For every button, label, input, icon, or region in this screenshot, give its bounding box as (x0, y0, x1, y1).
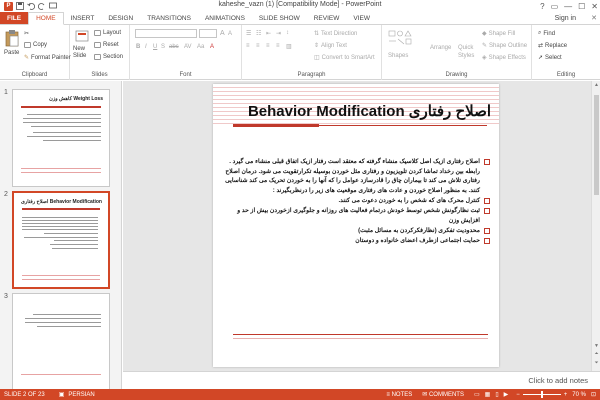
copy-button[interactable]: Copy (24, 42, 47, 48)
thumbnail-text-line (44, 233, 98, 234)
notes-button[interactable]: ≡ NOTES (386, 391, 413, 398)
drawing-label: Drawing (445, 72, 468, 78)
slide-thumbnail-1[interactable] (12, 89, 110, 187)
quick-styles-button[interactable]: Quick (458, 45, 474, 51)
notes-icon: ≡ (386, 391, 392, 398)
footer-rule-light (233, 338, 488, 339)
paragraph-label: Paragraph (297, 72, 326, 78)
tab-view[interactable]: VIEW (353, 14, 370, 22)
editing-group (532, 25, 600, 80)
scroll-down-icon[interactable]: ▼ (594, 343, 599, 349)
thumbnail-text-line (22, 226, 98, 227)
editor-scrollbar-thumb[interactable] (594, 95, 599, 195)
minimize-button[interactable]: — (564, 1, 573, 11)
slides-label: Slides (91, 72, 108, 78)
thumbnail-text-line (22, 229, 98, 230)
thumbnail-text-line (23, 122, 101, 123)
search-icon: ⌕ (538, 30, 542, 36)
thumbnail-title: اصلاح رفتاری Behavior Modification (20, 199, 102, 205)
font-label: Font (179, 72, 192, 78)
zoom-slider[interactable] (523, 394, 561, 395)
pen-icon: ✎ (482, 43, 488, 49)
justify-icon[interactable]: ≡ (276, 43, 280, 49)
thumbnail-footer-rule (21, 374, 101, 375)
align-left-icon[interactable]: ≡ (246, 43, 250, 49)
square-bullet-icon (484, 198, 490, 204)
change-case-icon[interactable]: Aa (197, 44, 205, 50)
help-button[interactable]: ? (540, 1, 545, 11)
thumbnail-text-line (27, 136, 101, 137)
bullet-item: ثبت نظارگونش شخص توسط خودش درتمام فعالیت های روزانه و جلوگیری ازخوردن بیش از حد و افزایش وزن (221, 206, 491, 225)
title-underline-thin (319, 125, 487, 126)
thumbnail-footer-rule (21, 172, 101, 173)
line-spacing-icon[interactable]: ↕ (286, 30, 289, 36)
next-slide-icon[interactable]: ⏷ (594, 360, 599, 366)
fill-bucket-icon: ◆ (482, 31, 487, 37)
thumbnail-number: 1 (4, 89, 8, 96)
thumbnail-text-line (22, 220, 98, 221)
align-text-button[interactable]: ⇕ Align Text (314, 42, 347, 49)
status-bar (0, 389, 600, 400)
paste-button[interactable]: Paste (4, 50, 20, 56)
drawing-group (382, 25, 532, 80)
bullet-item: حمایت اجتماعی ازطرف اعضای خانواده و دوستان (221, 236, 491, 246)
shapes-icon[interactable] (388, 29, 428, 51)
cursor-icon: ➚ (538, 55, 544, 61)
comments-button[interactable]: ✉ COMMENTS (422, 392, 464, 398)
notes-placeholder[interactable]: Click to add notes (528, 376, 588, 385)
slide-thumbnail-3[interactable] (12, 293, 110, 389)
new-slide-button[interactable]: New (73, 46, 86, 52)
format-painter-button[interactable]: ✎ Format Painter (24, 54, 71, 61)
bold-icon[interactable]: B (136, 44, 141, 50)
shape-fill-button[interactable]: ◆ Shape Fill (482, 30, 516, 37)
align-center-icon[interactable]: ≡ (256, 43, 260, 49)
title-underline-thick (233, 124, 319, 127)
tab-slide-show[interactable]: SLIDE SHOW (258, 14, 300, 22)
zoom-slider-thumb[interactable] (541, 391, 543, 398)
square-bullet-icon (484, 228, 490, 234)
strikethrough-icon[interactable]: abc (169, 44, 179, 50)
shapes-button[interactable]: Shapes (388, 53, 409, 59)
layout-icon (94, 30, 101, 36)
thumbnail-text-line (27, 114, 101, 115)
language-indicator[interactable]: PERSIAN (68, 391, 95, 398)
current-slide[interactable] (213, 84, 499, 367)
normal-view-icon[interactable]: ▭ (473, 392, 480, 398)
close-icon[interactable]: ✕ (591, 15, 597, 22)
slide-thumbnail-2[interactable] (12, 191, 110, 289)
bullets-icon[interactable]: ☰ (246, 31, 252, 37)
thumbnail-text-line (22, 217, 98, 218)
thumbnail-text-line (52, 248, 98, 249)
smartart-icon: ◫ (314, 55, 320, 61)
close-button[interactable]: ✕ (591, 1, 598, 11)
zoom-out-icon[interactable]: − (516, 391, 520, 398)
reset-button[interactable]: Reset (94, 42, 119, 48)
slide-title[interactable]: اصلاح رفتاری Behavior Modification (247, 103, 491, 120)
thumbnail-footer-rule (21, 168, 101, 169)
zoom-in-icon[interactable]: + (563, 391, 568, 398)
convert-smartart-button[interactable]: ◫ Convert to SmartArt (314, 54, 375, 61)
columns-icon[interactable]: ▥ (286, 44, 292, 50)
replace-button[interactable]: ⇄ Replace (538, 42, 568, 49)
section-icon (94, 54, 101, 60)
shadow-icon[interactable]: S (161, 44, 166, 50)
clipboard-group (0, 25, 70, 80)
ribbon (0, 25, 600, 80)
find-button[interactable]: ⌕ Find (538, 30, 556, 37)
bullet-item: کنترل محرک های که شخص را به خوردن دعوت می کنند. (221, 196, 491, 206)
grow-font-icon[interactable]: A (220, 30, 225, 37)
previous-slide-icon[interactable]: ⏶ (594, 351, 599, 357)
title-bar (0, 0, 600, 12)
comment-icon: ✉ (422, 392, 429, 398)
zoom-level[interactable]: 70 % (572, 391, 586, 398)
new-slide-icon[interactable] (75, 29, 89, 45)
tab-home[interactable]: HOME (28, 12, 64, 25)
numbering-icon[interactable]: ☷ (256, 31, 262, 37)
cut-icon: ✂ (24, 31, 30, 37)
italic-icon[interactable]: I (145, 44, 147, 50)
font-name-dropdown[interactable] (135, 29, 197, 38)
decrease-indent-icon[interactable]: ⇤ (266, 31, 272, 37)
slide-sorter-icon[interactable]: ▦ (484, 392, 491, 398)
effects-icon: ◈ (482, 55, 487, 61)
tab-file[interactable]: FILE (0, 12, 28, 24)
text-direction-button[interactable]: ⇅ Text Direction (314, 30, 358, 37)
tab-transitions[interactable]: TRANSITIONS (147, 14, 191, 22)
editor-scrollbar[interactable] (591, 81, 600, 371)
font-color-icon[interactable]: A (210, 44, 215, 50)
thumbnail-text-line (24, 237, 98, 238)
align-right-icon[interactable]: ≡ (266, 43, 270, 49)
thumbnail-text-line (25, 318, 101, 319)
font-size-dropdown[interactable] (199, 29, 217, 38)
reading-view-icon[interactable]: ▯ (495, 392, 499, 398)
square-bullet-icon (484, 238, 490, 244)
footer-rule (233, 334, 488, 335)
thumbnail-text-line (43, 140, 101, 141)
slide-counter: SLIDE 2 OF 23 (4, 391, 45, 398)
slide-editor (123, 81, 600, 371)
editing-label: Editing (556, 72, 576, 78)
bullet-item: محدودیت تفکری (نظارفکرکردن به مسائل مثبت) (221, 226, 491, 236)
bullet-item: اصلاح رفتاری ازیک اصل کلاسیک منشاء گرفته که معتقد است رفتار ازیک اتفاق قبلی منشاء می گیرد . رابطه بین رخداد تماشا کردن تلویزیون و رفتاری مثل خوردن بوسیله تکرارتقویت می شود. درمان اصلاح رفتاری تلاش می کند تا بیماران چاق را قادرسازد عوامل را که آنها را به خوردن تحریک می کند شناسایی کنند. به منظور اصلاح خوردن و عادت های رفتاری موقعیت های زیر را درنظربگیرند : (221, 157, 491, 195)
thumbnail-title-rule (21, 106, 101, 108)
tab-insert[interactable]: INSERT (70, 14, 95, 22)
thumbnail-footer-rule (22, 275, 100, 276)
square-bullet-icon (484, 159, 490, 165)
slide-body[interactable] (221, 157, 491, 246)
reset-icon (94, 42, 101, 48)
thumbnail-title-rule (22, 208, 100, 210)
replace-icon: ⇄ (538, 43, 544, 49)
fit-to-window-icon[interactable]: ⊡ (590, 392, 596, 398)
quick-styles-button-line2[interactable]: Styles (458, 53, 475, 59)
thumbnail-number: 2 (4, 191, 8, 198)
thumbnail-text-line (54, 240, 98, 241)
slides-group (70, 25, 130, 80)
clipboard-label: Clipboard (21, 72, 48, 78)
select-button[interactable]: ➚ Select (538, 54, 562, 61)
maximize-button[interactable]: ☐ (578, 1, 586, 11)
sign-in-link[interactable]: Sign in (554, 15, 576, 22)
cut-button[interactable] (24, 30, 31, 37)
new-slide-button-line2[interactable]: Slide (73, 53, 87, 59)
ribbon-display-button[interactable]: ▭ (550, 1, 559, 11)
increase-indent-icon[interactable]: ⇥ (276, 31, 282, 37)
underline-icon[interactable]: U (153, 44, 158, 50)
slideshow-view-icon[interactable]: ▶ (503, 392, 509, 398)
layout-button[interactable]: Layout (94, 30, 121, 36)
window-title: kaheshe_vazn (1) [Compatibility Mode] - PowerPoint (218, 1, 382, 8)
thumbnail-text-line (25, 322, 101, 323)
tab-design[interactable]: DESIGN (108, 14, 134, 22)
text-direction-icon: ⇅ (314, 31, 320, 37)
thumbnail-footer-rule (22, 279, 100, 280)
thumbnail-text-line (33, 314, 101, 315)
scroll-up-icon[interactable]: ▲ (594, 82, 599, 88)
square-bullet-icon (484, 208, 490, 214)
notes-pane[interactable] (123, 371, 600, 389)
slide-thumbnails-panel (0, 81, 122, 389)
shape-effects-button[interactable]: ◈ Shape Effects (482, 54, 526, 61)
shrink-font-icon[interactable]: A (228, 31, 233, 37)
brush-icon: ✎ (24, 55, 30, 61)
thumbnail-text-line (37, 326, 101, 327)
arrange-button[interactable]: Arrange (430, 45, 452, 51)
thumbnail-title: کاهش وزن Weight Loss (49, 96, 103, 102)
thumbnail-text-line (33, 132, 101, 133)
thumbnail-number: 3 (4, 293, 8, 300)
font-group (130, 25, 242, 80)
character-spacing-icon[interactable]: AV (184, 44, 192, 50)
window-controls (540, 0, 598, 12)
thumbnail-text-line (23, 118, 101, 119)
thumbnail-text-line (50, 244, 98, 245)
align-text-icon: ⇕ (314, 43, 320, 49)
powerpoint-logo-icon: P (4, 2, 13, 11)
paragraph-group (242, 25, 382, 80)
shape-outline-button[interactable]: ✎ Shape Outline (482, 42, 528, 49)
ribbon-tabs (0, 12, 600, 25)
thumbnail-text-line (31, 126, 101, 127)
paste-icon[interactable] (5, 29, 19, 49)
spellcheck-icon[interactable]: ▣ (58, 392, 65, 398)
section-button[interactable]: Section (94, 54, 123, 60)
copy-icon (24, 42, 31, 48)
tab-animations[interactable]: ANIMATIONS (204, 14, 245, 22)
thumbnail-text-line (22, 223, 98, 224)
tab-review[interactable]: REVIEW (313, 14, 340, 22)
